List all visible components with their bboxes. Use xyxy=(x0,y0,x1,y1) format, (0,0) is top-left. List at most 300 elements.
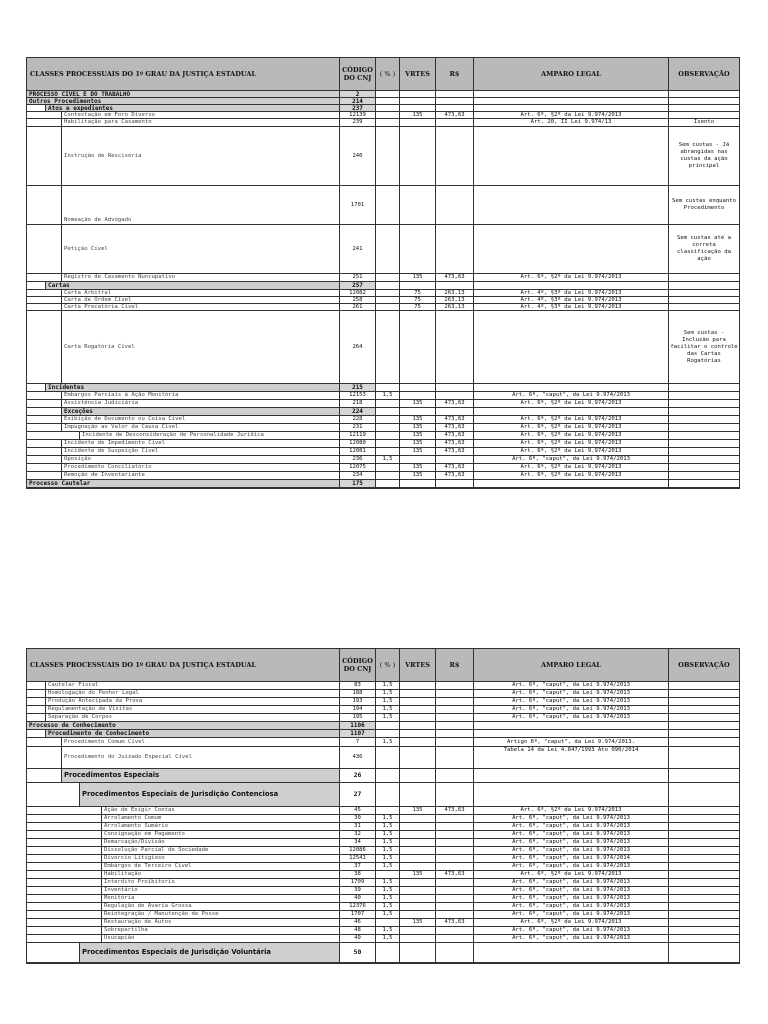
cell-vrtes: 135 xyxy=(399,448,435,455)
cell-rs xyxy=(435,127,473,185)
indent-spacer xyxy=(27,225,61,273)
cell-pct xyxy=(375,448,399,455)
cell-obs xyxy=(668,682,739,689)
cell-cod: 258 xyxy=(339,297,375,303)
cell-amparo: Art. 6º, "caput", da Lei 9.974/2013 xyxy=(473,823,668,830)
cell-rs xyxy=(435,747,473,768)
cell-vrtes xyxy=(399,839,435,846)
table-row xyxy=(27,927,739,935)
cell-pct xyxy=(375,119,399,126)
cell-amparo: Art. 6º, §2º da Lei 9.974/2013 xyxy=(473,424,668,431)
table-row xyxy=(27,698,739,706)
cell-obs xyxy=(668,480,739,487)
cell-cod: 234 xyxy=(339,472,375,479)
cell-pct xyxy=(375,807,399,814)
cell-name: Petição Cível xyxy=(61,225,339,273)
cell-rs xyxy=(435,855,473,862)
cell-amparo: Art. 6º, §2º da Lei 9.974/2013 xyxy=(473,919,668,926)
cell-amparo: Art. 6º, §2º da Lei 9.974/2013 xyxy=(473,112,668,118)
cell-vrtes xyxy=(399,943,435,962)
cell-name: Carta Arbitral xyxy=(61,290,339,296)
header-pct: ( % ) xyxy=(375,649,399,681)
cell-name: Incidentes xyxy=(45,384,339,391)
cell-pct xyxy=(375,472,399,479)
cell-rs xyxy=(435,722,473,729)
cell-cod: 251 xyxy=(339,274,375,281)
cell-cod: 12119 xyxy=(339,432,375,439)
group-row xyxy=(27,408,739,416)
header-codigo: CÓDIGO DO CNJ xyxy=(339,58,375,90)
indent-spacer xyxy=(27,714,45,721)
table-row xyxy=(27,871,739,879)
cell-name: Demarcação/Divisão xyxy=(101,839,339,846)
cell-vrtes: 135 xyxy=(399,472,435,479)
cell-cod: 1707 xyxy=(339,911,375,918)
cell-obs xyxy=(668,855,739,862)
cell-pct: 1,5 xyxy=(375,935,399,942)
cell-pct xyxy=(375,225,399,273)
cell-amparo: Art. 6º, "caput", da Lei 9.974/2013 xyxy=(473,682,668,689)
cell-obs xyxy=(668,911,739,918)
indent-spacer xyxy=(27,919,101,926)
cell-vrtes xyxy=(399,895,435,902)
cell-vrtes xyxy=(399,384,435,391)
cell-obs xyxy=(668,91,739,97)
cell-amparo: Art. 6º, §2º da Lei 9.974/2013 xyxy=(473,472,668,479)
cell-obs xyxy=(668,416,739,423)
cell-obs xyxy=(668,847,739,854)
cell-name: Contestação em Foro Diverso xyxy=(61,112,339,118)
cell-obs xyxy=(668,783,739,806)
cell-pct xyxy=(375,186,399,224)
indent-spacer xyxy=(27,831,101,838)
cell-pct xyxy=(375,384,399,391)
cell-rs: 473,63 xyxy=(435,400,473,407)
indent-spacer xyxy=(27,416,61,423)
table-row xyxy=(27,714,739,722)
cell-pct xyxy=(375,290,399,296)
cell-vrtes xyxy=(399,282,435,289)
indent-spacer xyxy=(27,943,79,962)
group-row xyxy=(27,98,739,105)
cell-obs xyxy=(668,747,739,768)
cell-cod: 12376 xyxy=(339,903,375,910)
indent-spacer xyxy=(27,879,101,886)
cell-rs xyxy=(435,690,473,697)
cell-obs xyxy=(668,112,739,118)
cell-amparo xyxy=(473,722,668,729)
cell-rs xyxy=(435,384,473,391)
header-observacao: OBSERVAÇÃO xyxy=(668,649,739,681)
cell-vrtes xyxy=(399,738,435,746)
cell-name: Procedimento Comum Cível xyxy=(61,738,339,746)
indent-spacer xyxy=(27,895,101,902)
cell-obs xyxy=(668,274,739,281)
cell-rs: 263,13 xyxy=(435,304,473,310)
cell-name: Interdito Proibitório xyxy=(101,879,339,886)
cell-rs xyxy=(435,91,473,97)
cell-cod: 257 xyxy=(339,282,375,289)
cell-obs: Sem custas - Inclusão para facilitar o controle das Cartas Rogatórias xyxy=(668,311,739,383)
cell-vrtes: 135 xyxy=(399,919,435,926)
cell-pct: 1,5 xyxy=(375,698,399,705)
cell-name: Oposição xyxy=(61,456,339,463)
table-row xyxy=(27,274,739,282)
header-amparo: AMPARO LEGAL xyxy=(473,58,668,90)
cell-amparo: Art. 6º, "caput", da Lei 9.974/2013 xyxy=(473,392,668,399)
cell-pct xyxy=(375,432,399,439)
cell-pct xyxy=(375,304,399,310)
indent-spacer xyxy=(27,903,101,910)
cell-cod: 7 xyxy=(339,738,375,746)
cell-amparo: Art. 6º, "caput", da Lei 9.974/2013 xyxy=(473,887,668,894)
table-row xyxy=(27,839,739,847)
cell-amparo: Art. 6º, "caput", da Lei 9.974/2013 xyxy=(473,895,668,902)
cell-pct xyxy=(375,98,399,104)
cell-name: Consignação em Pagamento xyxy=(101,831,339,838)
indent-spacer xyxy=(27,274,61,281)
cell-amparo: Art. 4º, §3º da Lei 9.974/2013 xyxy=(473,290,668,296)
cell-amparo: Art. 6º, "caput", da Lei 9.974/2013 xyxy=(473,911,668,918)
cell-amparo: Art. 6º, "caput", da Lei 9.974/2013 xyxy=(473,698,668,705)
cell-obs xyxy=(668,839,739,846)
cell-obs: Sem custas enquanto Procedimento xyxy=(668,186,739,224)
header-vrtes: VRTES xyxy=(399,58,435,90)
cell-cod: 39 xyxy=(339,887,375,894)
cell-rs xyxy=(435,847,473,854)
cell-obs xyxy=(668,706,739,713)
indent-spacer xyxy=(27,440,61,447)
cell-name: Procedimentos Especiais de Jurisdição Voluntária xyxy=(79,943,339,962)
cell-obs xyxy=(668,690,739,697)
cell-rs xyxy=(435,730,473,737)
cell-obs: Isento xyxy=(668,119,739,126)
indent-spacer xyxy=(27,448,61,455)
cell-name: Procedimento do Juizado Especial Cível xyxy=(61,747,339,768)
cell-name: Processo de Conhecimento xyxy=(27,722,339,729)
cell-vrtes xyxy=(399,863,435,870)
cell-vrtes xyxy=(399,119,435,126)
cell-pct: 1,5 xyxy=(375,392,399,399)
cell-rs xyxy=(435,935,473,942)
cell-cod: 12139 xyxy=(339,112,375,118)
table-row xyxy=(27,682,739,690)
cell-pct xyxy=(375,943,399,962)
cell-rs: 473,63 xyxy=(435,440,473,447)
cell-amparo: Art. 6º, §2º da Lei 9.974/2013 xyxy=(473,432,668,439)
cell-name: Exibição de Documento ou Coisa Cível xyxy=(61,416,339,423)
cell-pct: 1,5 xyxy=(375,738,399,746)
cell-amparo xyxy=(473,98,668,104)
table-row xyxy=(27,432,739,440)
cell-rs xyxy=(435,911,473,918)
cell-vrtes xyxy=(399,105,435,111)
group-row xyxy=(27,769,739,783)
cell-amparo: Art. 6º, §2º da Lei 9.974/2013 xyxy=(473,400,668,407)
cell-rs xyxy=(435,105,473,111)
cell-rs xyxy=(435,943,473,962)
cell-name: Embargos Parciais à Ação Monitória xyxy=(61,392,339,399)
cell-obs xyxy=(668,424,739,431)
cell-name: Inventário xyxy=(101,887,339,894)
cell-obs xyxy=(668,440,739,447)
indent-spacer xyxy=(27,863,101,870)
cell-pct xyxy=(375,440,399,447)
cell-name: Embargos de Terceiro Cível xyxy=(101,863,339,870)
cell-obs xyxy=(668,935,739,942)
table-row xyxy=(27,895,739,903)
cell-rs xyxy=(435,823,473,830)
cell-vrtes: 135 xyxy=(399,424,435,431)
cell-rs xyxy=(435,815,473,822)
cell-vrtes xyxy=(399,311,435,383)
indent-spacer xyxy=(27,304,61,310)
cell-pct xyxy=(375,783,399,806)
table-row xyxy=(27,297,739,304)
cell-vrtes xyxy=(399,698,435,705)
cell-name: Habilitação xyxy=(101,871,339,878)
cell-name: Impugnação ao Valor da Causa Cível xyxy=(61,424,339,431)
cell-rs: 473,63 xyxy=(435,432,473,439)
cell-vrtes: 75 xyxy=(399,297,435,303)
cell-pct xyxy=(375,464,399,471)
table-row xyxy=(27,119,739,127)
cell-rs xyxy=(435,927,473,934)
cell-amparo: Tabela 14 da Lei 4.847/1993 Ato 090/2014 xyxy=(473,747,668,768)
table-row xyxy=(27,416,739,424)
cell-rs xyxy=(435,225,473,273)
cell-name: Procedimento Conciliatório xyxy=(61,464,339,471)
cell-cod: 37 xyxy=(339,863,375,870)
cell-amparo: Art. 6º, "caput", da Lei 9.974/2013 xyxy=(473,879,668,886)
cell-amparo: Art. 6º, "caput", da Lei 9.974/2013 xyxy=(473,863,668,870)
cell-cod: 30 xyxy=(339,815,375,822)
cell-obs xyxy=(668,738,739,746)
cell-obs xyxy=(668,722,739,729)
cell-vrtes xyxy=(399,927,435,934)
cell-cod: 194 xyxy=(339,706,375,713)
cell-obs xyxy=(668,297,739,303)
indent-spacer xyxy=(27,105,45,111)
cell-vrtes: 135 xyxy=(399,112,435,118)
cell-vrtes: 135 xyxy=(399,440,435,447)
cell-amparo xyxy=(473,943,668,962)
cell-rs: 473,63 xyxy=(435,871,473,878)
cell-cod: 239 xyxy=(339,119,375,126)
cell-cod: 436 xyxy=(339,747,375,768)
cell-vrtes xyxy=(399,769,435,782)
cell-rs xyxy=(435,831,473,838)
cell-cod: 38 xyxy=(339,871,375,878)
cell-name: Instrução de Rescisória xyxy=(61,127,339,185)
indent-spacer xyxy=(27,706,45,713)
cell-obs xyxy=(668,464,739,471)
cell-rs: 473,63 xyxy=(435,112,473,118)
indent-spacer xyxy=(27,311,61,383)
table-header xyxy=(27,58,739,91)
cell-cod: 12086 xyxy=(339,847,375,854)
group-row xyxy=(27,91,739,98)
group-row xyxy=(27,943,739,963)
cell-obs xyxy=(668,290,739,296)
indent-spacer xyxy=(27,290,61,296)
cell-amparo xyxy=(473,186,668,224)
cell-cod: 12153 xyxy=(339,392,375,399)
cell-obs xyxy=(668,887,739,894)
table-row xyxy=(27,225,739,274)
cell-name: Regulação de Avaria Grossa xyxy=(101,903,339,910)
indent-spacer xyxy=(27,127,61,185)
cell-name: Produção Antecipada da Prova xyxy=(45,698,339,705)
cell-pct: 1,5 xyxy=(375,815,399,822)
cell-vrtes: 135 xyxy=(399,807,435,814)
cell-rs xyxy=(435,839,473,846)
cell-rs: 473,63 xyxy=(435,807,473,814)
cell-obs xyxy=(668,863,739,870)
table-row xyxy=(27,464,739,472)
cell-obs: Sem custas - Já abrangidas nas custas da ação principal xyxy=(668,127,739,185)
table-row xyxy=(27,935,739,943)
cell-obs xyxy=(668,895,739,902)
cell-amparo: Art. 6º, §2º da Lei 9.974/2013 xyxy=(473,274,668,281)
cell-rs xyxy=(435,698,473,705)
indent-spacer xyxy=(27,839,101,846)
cell-name: Procedimentos Especiais xyxy=(61,769,339,782)
cell-vrtes xyxy=(399,747,435,768)
cell-amparo: Art. 6º, §2º da Lei 9.974/2013 xyxy=(473,440,668,447)
cell-rs xyxy=(435,895,473,902)
indent-spacer xyxy=(27,730,45,737)
cell-rs xyxy=(435,783,473,806)
cell-pct xyxy=(375,282,399,289)
cell-rs xyxy=(435,903,473,910)
cell-cod: 218 xyxy=(339,400,375,407)
table-header xyxy=(27,649,739,682)
cell-amparo xyxy=(473,282,668,289)
indent-spacer xyxy=(27,738,61,746)
cell-pct: 1,5 xyxy=(375,706,399,713)
cell-name: Divórcio Litigioso xyxy=(101,855,339,862)
table-row xyxy=(27,747,739,769)
header-amparo: AMPARO LEGAL xyxy=(473,649,668,681)
indent-spacer xyxy=(27,871,101,878)
cell-amparo: Art. 6º, §2º da Lei 9.974/2013 xyxy=(473,871,668,878)
cell-cod: 1106 xyxy=(339,722,375,729)
table-row xyxy=(27,456,739,464)
indent-spacer xyxy=(27,807,101,814)
cell-pct xyxy=(375,311,399,383)
table-body xyxy=(27,91,739,488)
cell-cod: 240 xyxy=(339,127,375,185)
cell-pct xyxy=(375,769,399,782)
cell-rs: 473,63 xyxy=(435,448,473,455)
cell-vrtes xyxy=(399,847,435,854)
cell-rs xyxy=(435,282,473,289)
header-pct: ( % ) xyxy=(375,58,399,90)
cell-name: Incidente de Impedimento Cível xyxy=(61,440,339,447)
cell-obs: Sem custas até a correta classificação da ação xyxy=(668,225,739,273)
header-rs: R$ xyxy=(435,649,473,681)
group-row xyxy=(27,722,739,730)
indent-spacer xyxy=(27,400,61,407)
indent-spacer xyxy=(27,464,61,471)
cell-amparo xyxy=(473,91,668,97)
indent-spacer xyxy=(27,927,101,934)
cell-amparo xyxy=(473,225,668,273)
cell-name: Nomeação de Advogado xyxy=(61,186,339,224)
indent-spacer xyxy=(27,698,45,705)
cell-name: Carta Rogatória Cível xyxy=(61,311,339,383)
table-row xyxy=(27,919,739,927)
cell-vrtes: 135 xyxy=(399,871,435,878)
cell-obs xyxy=(668,807,739,814)
cell-rs xyxy=(435,769,473,782)
cell-name: Exceções xyxy=(61,408,339,415)
cell-vrtes: 135 xyxy=(399,274,435,281)
cell-cod: 31 xyxy=(339,823,375,830)
cell-pct: 1,5 xyxy=(375,456,399,463)
cell-amparo: Art. 6º, "caput", da Lei 9.974/2013 xyxy=(473,714,668,721)
table-row xyxy=(27,887,739,895)
cell-obs xyxy=(668,903,739,910)
cell-obs xyxy=(668,871,739,878)
cell-rs: 473,63 xyxy=(435,464,473,471)
cell-cod: 241 xyxy=(339,225,375,273)
cell-pct xyxy=(375,105,399,111)
cell-amparo: Art. 6º, "caput", da Lei 9.974/2013 xyxy=(473,903,668,910)
header-vrtes: VRTES xyxy=(399,649,435,681)
cell-name: Dissolução Parcial de Sociedade xyxy=(101,847,339,854)
cell-pct xyxy=(375,112,399,118)
table-row xyxy=(27,112,739,119)
cell-vrtes xyxy=(399,186,435,224)
cell-vrtes xyxy=(399,855,435,862)
cell-rs: 263,13 xyxy=(435,297,473,303)
cell-pct xyxy=(375,297,399,303)
table-row xyxy=(27,392,739,400)
indent-spacer xyxy=(27,887,101,894)
cell-name: Reintegração / Manutenção de Posse xyxy=(101,911,339,918)
cell-rs: 473,63 xyxy=(435,919,473,926)
cell-obs xyxy=(668,282,739,289)
indent-spacer xyxy=(27,392,61,399)
cell-amparo: Artigo 6º, "caput", da Lei 9.974/2013. xyxy=(473,738,668,746)
table-row xyxy=(27,831,739,839)
cell-pct: 1,5 xyxy=(375,831,399,838)
cell-obs xyxy=(668,730,739,737)
cell-pct xyxy=(375,91,399,97)
table-row xyxy=(27,400,739,408)
cell-amparo xyxy=(473,408,668,415)
cell-cod: 12081 xyxy=(339,448,375,455)
cell-pct xyxy=(375,747,399,768)
cell-rs xyxy=(435,706,473,713)
cell-pct xyxy=(375,722,399,729)
cell-pct xyxy=(375,871,399,878)
cell-name: Usucapião xyxy=(101,935,339,942)
cell-vrtes xyxy=(399,682,435,689)
cell-rs: 473,63 xyxy=(435,274,473,281)
cell-cod: 45 xyxy=(339,807,375,814)
indent-spacer xyxy=(27,769,61,782)
cell-obs xyxy=(668,456,739,463)
cell-pct: 1,5 xyxy=(375,847,399,854)
group-row xyxy=(27,480,739,488)
cell-amparo: Art. 4º, §3º da Lei 9.974/2013 xyxy=(473,304,668,310)
cell-vrtes xyxy=(399,722,435,729)
cell-pct: 1,5 xyxy=(375,911,399,918)
cell-amparo: Art. 6º, §2º da Lei 9.974/2013 xyxy=(473,416,668,423)
